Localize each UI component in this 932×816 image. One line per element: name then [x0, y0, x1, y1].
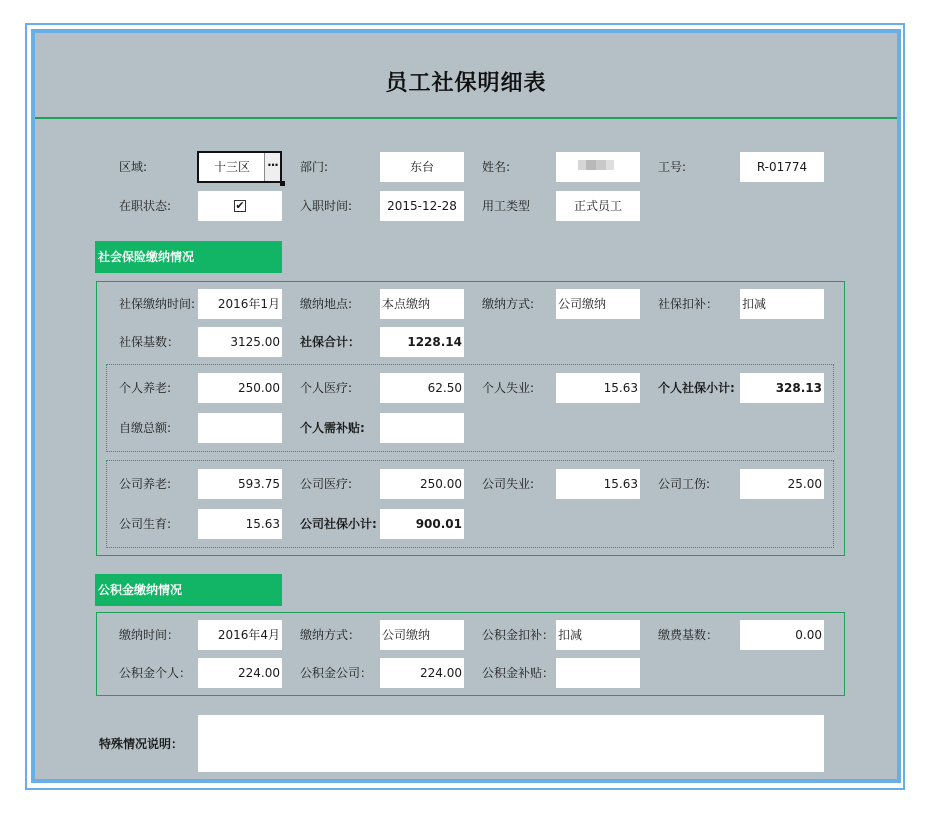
fund-method-field[interactable]: 公司缴纳: [380, 620, 464, 650]
emptype-label: 用工类型: [482, 199, 531, 213]
social-place-field[interactable]: 本点缴纳: [380, 289, 464, 319]
personal-medical-label: 个人医疗:: [300, 381, 353, 395]
social-base-label: 社保基数：: [119, 335, 180, 349]
fund-subsidy-label: 公积金补贴：: [482, 666, 555, 680]
fund-time-field[interactable]: 2016年4月: [198, 620, 282, 650]
personal-subtotal-field[interactable]: 328.13: [740, 373, 824, 403]
region-select[interactable]: [197, 151, 282, 183]
personal-medical-field[interactable]: 62.50: [380, 373, 464, 403]
social-method-field[interactable]: 公司缴纳: [556, 289, 640, 319]
notes-label: 特殊情况说明：: [99, 737, 184, 751]
fund-method-label: 缴纳方式：: [300, 628, 361, 642]
company-maternity-field[interactable]: 15.63: [198, 509, 282, 539]
ellipsis-icon[interactable]: ···: [264, 153, 280, 181]
personal-supp-label: 个人需补贴:: [300, 421, 365, 435]
personal-pension-label: 个人养老:: [119, 381, 172, 395]
fund-base-label: 缴费基数：: [658, 628, 719, 642]
fund-section-header: 公积金缴纳情况: [95, 574, 282, 606]
fund-deduct-label: 公积金扣补：: [482, 628, 555, 642]
self-paid-label: 自缴总额:: [119, 421, 172, 435]
personal-subtotal-label: 个人社保小计:: [658, 381, 735, 395]
id-field[interactable]: R-01774: [740, 152, 824, 182]
social-base-field[interactable]: 3125.00: [198, 327, 282, 357]
fund-company-label: 公积金公司：: [300, 666, 373, 680]
emptype-field[interactable]: 正式员工: [556, 191, 640, 221]
social-time-label: 社保缴纳时间:: [119, 297, 196, 311]
social-deduct-label: 社保扣补：: [658, 297, 719, 311]
social-total-label: 社保合计：: [300, 335, 361, 349]
fund-deduct-field[interactable]: 扣减: [556, 620, 640, 650]
personal-unemp-label: 个人失业:: [482, 381, 535, 395]
personal-unemp-field[interactable]: 15.63: [556, 373, 640, 403]
name-label: 姓名:: [482, 160, 511, 174]
company-medical-field[interactable]: 250.00: [380, 469, 464, 499]
hire-date-field[interactable]: 2015-12-28: [380, 191, 464, 221]
fund-company-field[interactable]: 224.00: [380, 658, 464, 688]
company-unemp-label: 公司失业:: [482, 477, 535, 491]
fund-personal-field[interactable]: 224.00: [198, 658, 282, 688]
social-total-field[interactable]: 1228.14: [380, 327, 464, 357]
self-paid-field[interactable]: [198, 413, 282, 443]
company-injury-field[interactable]: 25.00: [740, 469, 824, 499]
company-pension-label: 公司养老:: [119, 477, 172, 491]
social-time-field[interactable]: 2016年1月: [198, 289, 282, 319]
dept-field[interactable]: 东台: [380, 152, 464, 182]
company-maternity-label: 公司生育:: [119, 517, 172, 531]
fund-base-field[interactable]: 0.00: [740, 620, 824, 650]
company-injury-label: 公司工伤:: [658, 477, 711, 491]
status-checkbox[interactable]: ✔: [235, 199, 245, 212]
social-section-header: 社会保险缴纳情况: [95, 241, 282, 273]
personal-pension-field[interactable]: 250.00: [198, 373, 282, 403]
notes-field[interactable]: [198, 715, 824, 772]
name-redaction: [578, 160, 614, 170]
cell-fill-handle[interactable]: [280, 181, 285, 186]
company-pension-field[interactable]: 593.75: [198, 469, 282, 499]
social-deduct-field[interactable]: 扣减: [740, 289, 824, 319]
company-subtotal-label: 公司社保小计:: [300, 517, 377, 531]
personal-supp-field[interactable]: [380, 413, 464, 443]
dept-label: 部门:: [300, 160, 329, 174]
social-place-label: 缴纳地点:: [300, 297, 353, 311]
fund-subsidy-field[interactable]: [556, 658, 640, 688]
region-label: 区域:: [119, 160, 148, 174]
company-subtotal-field[interactable]: 900.01: [380, 509, 464, 539]
status-label: 在职状态:: [119, 199, 172, 213]
region-value: 十三区: [213, 160, 250, 174]
fund-time-label: 缴纳时间：: [119, 628, 180, 642]
id-label: 工号:: [658, 160, 687, 174]
title-divider: [35, 117, 897, 119]
name-field[interactable]: [556, 152, 640, 182]
page-title: 员工社保明细表: [385, 71, 547, 96]
company-unemp-field[interactable]: 15.63: [556, 469, 640, 499]
hire-label: 入职时间:: [300, 199, 353, 213]
social-method-label: 缴纳方式:: [482, 297, 535, 311]
company-medical-label: 公司医疗:: [300, 477, 353, 491]
fund-personal-label: 公积金个人：: [119, 666, 192, 680]
